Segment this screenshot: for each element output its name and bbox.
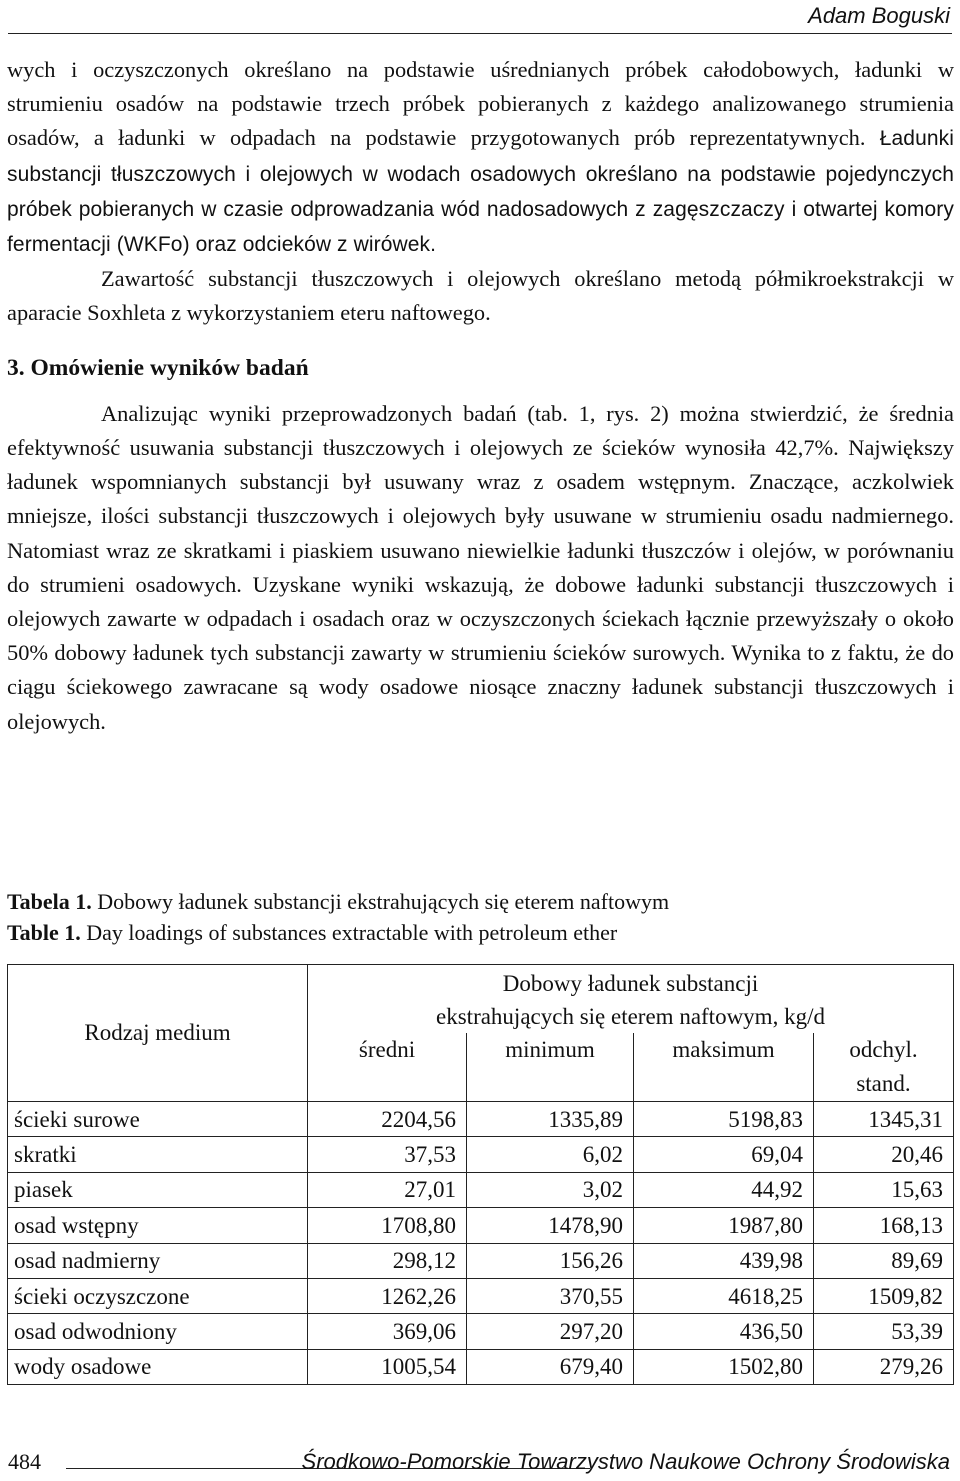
cell-mean: 27,01 — [308, 1172, 467, 1207]
table-captions — [7, 886, 669, 948]
cell-std: 20,46 — [814, 1137, 954, 1172]
table-row — [8, 1172, 954, 1207]
paragraph-results: Analizując wyniki przeprowadzonych badań (tab. 1, rys. 2) można stwierdzić, że średnia efektywność usuwania substancji tłuszczowych i olejowych ze ścieków wynosiła 42,7%. Największy ładunek wspomnianych substancji był usuwany wraz z osadem wstępnym. Znaczące, aczkolwiek mniejsze, ilości substancji tłuszczowych i olejowych były usuwane w strumieniu osadu nadmiernego. Natomiast wraz ze skratkami i piaskiem usuwano niewielkie ładunki tłuszczów i olejów, w porównaniu do strumieni osadowych. Uzyskane wyniki wskazują, że dobowe ładunki substancji tłuszczowych i olejowych zawarte w odpadach i osadach oraz w oczyszczonych ściekach łącznie przewyższały o około 50% dobowy ładunek tych substancji zawarty w strumieniu ścieków surowych. Wynika to z faktu, że do ciągu ściekowego zawracane są wody osadowe niosące znaczny ładunek substancji tłuszczowych i olejowych. — [7, 400, 954, 734]
table-row — [8, 1137, 954, 1172]
paragraph-methods-part2: Ładunki substancji tłuszczowych i olejowych w wodach osadowych określano na podstawie pojedynczych próbek pobieranych w czasie odprowadzania wód nadosadowych z zagęszczaczy i otwartej komory fermentacji (WKFo) oraz odcieków z wirówek. — [7, 127, 954, 257]
cell-min: 156,26 — [467, 1243, 634, 1278]
header-medium: Rodzaj medium — [8, 965, 308, 1102]
main-text — [7, 53, 954, 739]
cell-medium: osad nadmierny — [8, 1243, 308, 1278]
cell-min: 679,40 — [467, 1349, 634, 1384]
paragraph-methods — [7, 53, 954, 262]
table-row — [8, 1208, 954, 1243]
cell-std: 168,13 — [814, 1208, 954, 1243]
cell-mean: 37,53 — [308, 1137, 467, 1172]
cell-mean: 298,12 — [308, 1243, 467, 1278]
cell-std: 15,63 — [814, 1172, 954, 1207]
table-row — [8, 1102, 954, 1137]
cell-medium: osad odwodniony — [8, 1314, 308, 1349]
header-min: minimum — [467, 1033, 634, 1102]
footer-journal: Środkowo-Pomorskie Towarzystwo Naukowe Ochrony Środowiska — [301, 1449, 950, 1474]
header-group-line2: ekstrahujących się eterem naftowym, kg/d — [436, 1004, 825, 1029]
cell-max: 69,04 — [634, 1137, 814, 1172]
cell-mean: 369,06 — [308, 1314, 467, 1349]
cell-min: 1478,90 — [467, 1208, 634, 1243]
cell-min: 6,02 — [467, 1137, 634, 1172]
caption-en-label: Table 1. — [7, 920, 81, 945]
loadings-table — [7, 964, 954, 1385]
cell-max: 5198,83 — [634, 1102, 814, 1137]
table-row — [8, 1243, 954, 1278]
caption-pl-label: Tabela 1. — [7, 889, 92, 914]
header-std-line2: stand. — [856, 1071, 911, 1096]
running-header — [8, 0, 952, 34]
cell-mean: 1005,54 — [308, 1349, 467, 1384]
cell-mean: 2204,56 — [308, 1102, 467, 1137]
paragraph-soxhlet: Zawartość substancji tłuszczowych i olejowych określano metodą półmikroekstrakcji w aparacie Soxhleta z wykorzystaniem eteru naftowego. — [7, 266, 954, 326]
paragraph-methods-part1: wych i oczyszczonych określano na podstawie uśrednianych próbek całodobowych, ładunki w strumieniu osadów na podstawie trzech próbek pobieranych z każdego analizowanego strumienia osadów, a ładunki w odpadach na podstawie przygotowanych prób reprezentatywnych. — [7, 57, 954, 151]
cell-std: 279,26 — [814, 1349, 954, 1384]
table-row — [8, 1349, 954, 1384]
header-max: maksimum — [634, 1033, 814, 1102]
cell-std: 1345,31 — [814, 1102, 954, 1137]
table-caption-pl — [7, 886, 669, 917]
cell-max: 439,98 — [634, 1243, 814, 1278]
cell-max: 44,92 — [634, 1172, 814, 1207]
table-row — [8, 1314, 954, 1349]
header-group-line1: Dobowy ładunek substancji — [502, 971, 759, 996]
table-body — [8, 1102, 954, 1385]
cell-max: 1502,80 — [634, 1349, 814, 1384]
cell-medium: ścieki oczyszczone — [8, 1278, 308, 1313]
cell-medium: piasek — [8, 1172, 308, 1207]
cell-mean: 1262,26 — [308, 1278, 467, 1313]
cell-max: 4618,25 — [634, 1278, 814, 1313]
cell-min: 3,02 — [467, 1172, 634, 1207]
section-heading: 3. Omówienie wyników badań — [7, 354, 309, 381]
cell-std: 53,39 — [814, 1314, 954, 1349]
cell-max: 1987,80 — [634, 1208, 814, 1243]
cell-std: 89,69 — [814, 1243, 954, 1278]
cell-medium: wody osadowe — [8, 1349, 308, 1384]
cell-max: 436,50 — [634, 1314, 814, 1349]
page-footer — [8, 1442, 952, 1478]
cell-medium: skratki — [8, 1137, 308, 1172]
cell-std: 1509,82 — [814, 1278, 954, 1313]
header-author: Adam Boguski — [808, 3, 950, 28]
page-number: 484 — [8, 1449, 41, 1474]
header-mean: średni — [308, 1033, 467, 1102]
cell-medium: ścieki surowe — [8, 1102, 308, 1137]
table-caption-en — [7, 917, 669, 948]
cell-min: 297,20 — [467, 1314, 634, 1349]
caption-en-text: Day loadings of substances extractable with petroleum ether — [80, 920, 618, 945]
header-std-line1: odchyl. — [849, 1037, 918, 1062]
cell-min: 1335,89 — [467, 1102, 634, 1137]
cell-medium: osad wstępny — [8, 1208, 308, 1243]
table-row — [8, 1278, 954, 1313]
caption-pl-text: Dobowy ładunek substancji ekstrahujących się eterem naftowym — [91, 889, 670, 914]
header-std — [814, 1033, 954, 1102]
header-group — [308, 965, 954, 1034]
cell-mean: 1708,80 — [308, 1208, 467, 1243]
cell-min: 370,55 — [467, 1278, 634, 1313]
